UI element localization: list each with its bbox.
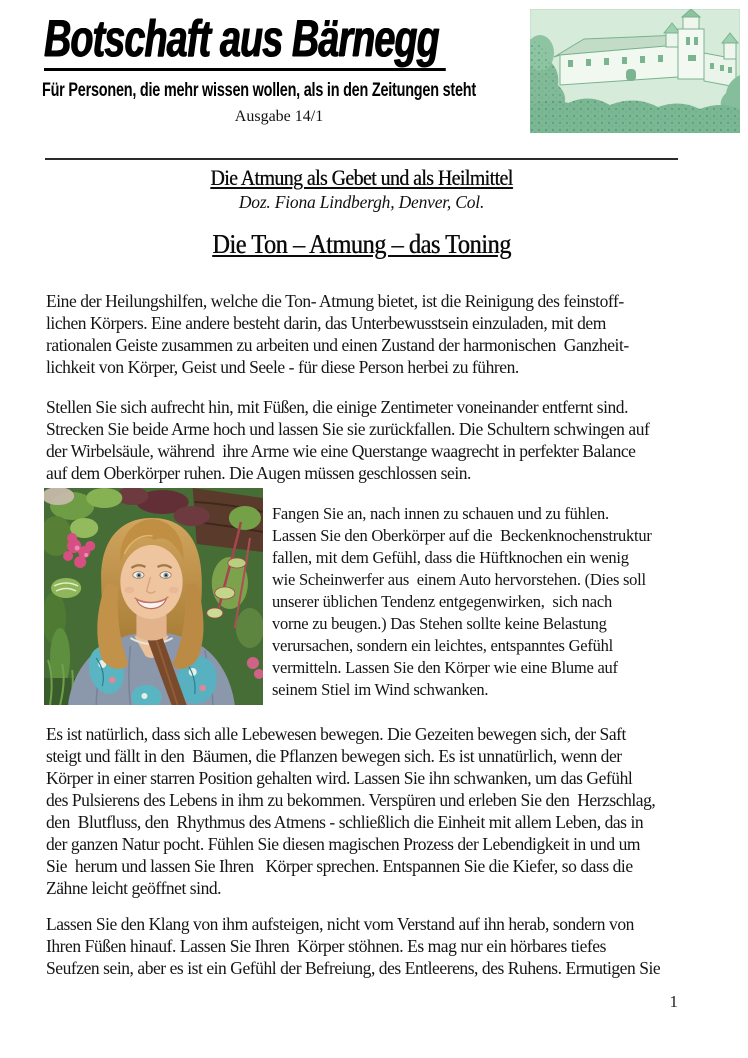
issue-label: Ausgabe 14/1	[234, 108, 324, 125]
article-title: Die Atmung als Gebet und als Heilmittel	[210, 165, 513, 190]
page-number: 1	[669, 992, 678, 1011]
paragraph-4: Es ist natürlich, dass sich alle Lebewesen bewegen. Die Gezeiten bewegen sich, der Saft steigt und fällt in den Bäumen, die Pflanzen bewegen sich. Es ist unnatürlich, wenn der Körper in einer starren Position gehalten wird. Lassen Sie ihn schwanken, um das Gefühl des Pulsierens des Lebens in ihm zu bekommen. Verspüren und erleben Sie den Herzschlag, den Blutfluss, den Rhythmus des Atmens - schließlich die Einheit mit allem Leben, das in der ganzen Natur pocht. Fühlen Sie diesen magischen Prozess der Lebendigkeit in und um Sie herum und lassen Sie Ihren Körper sprechen. Entspannen Sie die Kiefer, so dass die Zähne leicht geöffnet sind.	[46, 724, 656, 898]
paragraph-2: Stellen Sie sich aufrecht hin, mit Füßen, die einige Zentimeter voneinander entfernt sind. Strecken Sie beide Arme hoch und lassen Sie sie zurückfallen. Die Schultern schwingen auf der Wirbelsäule, während ihre Arme wie eine Querstange waagrecht in perfekter Balance auf dem Oberkörper ruhen. Die Augen müssen geschlossen sein.	[46, 397, 650, 483]
castle-image	[530, 9, 740, 133]
divider	[45, 158, 678, 160]
paragraph-5: Lassen Sie den Klang von ihm aufsteigen, nicht vom Verstand auf ihn herab, sondern von Ihren Füßen hinauf. Lassen Sie Ihren Körper stöhnen. Es mag nur ein hörbares tiefes Seufzen sein, aber es ist ein Gefühl der Befreiung, des Entleerens, des Ruhens. Ermutigen Sie	[46, 914, 661, 978]
article-byline: Doz. Fiona Lindbergh, Denver, Col.	[238, 192, 485, 212]
masthead-subtitle: Für Personen, die mehr wissen wollen, als in den Zeitungen steht	[42, 80, 476, 101]
portrait-photo	[44, 488, 263, 705]
paragraph-3-photo-wrapped: Fangen Sie an, nach innen zu schauen und zu fühlen. Lassen Sie den Oberkörper auf die Beckenknochenstruktur fallen, mit dem Gefühl, dass die Hüftknochen ein wenig wie Scheinwerfer aus einem Auto hervorstehen. (Dies soll unserer üblichen Tendenz entgegenwirken, sich nach vorne zu beugen.) Das Stehen sollte keine Belastung verursachen, sondern ein leichtes, entspanntes Gefühl vermitteln. Lassen Sie den Körper wie eine Blume auf seinem Stiel im Wind schwanken.	[272, 504, 652, 699]
masthead-title: Botschaft aus Bärnegg	[44, 12, 446, 71]
article-heading: Die Ton – Atmung – das Toning	[212, 229, 511, 259]
paragraph-1: Eine der Heilungshilfen, welche die Ton- Atmung bietet, ist die Reinigung des feinstoff- lichen Körpers. Eine andere besteht darin, das Unterbewusstsein einzuladen, mit dem rationalen Geiste zusammen zu arbeiten und einen Zustand der harmonischen Ganzheit- lichkeit von Körper, Geist und Seele - für diese Person herbei zu führen.	[46, 291, 629, 377]
